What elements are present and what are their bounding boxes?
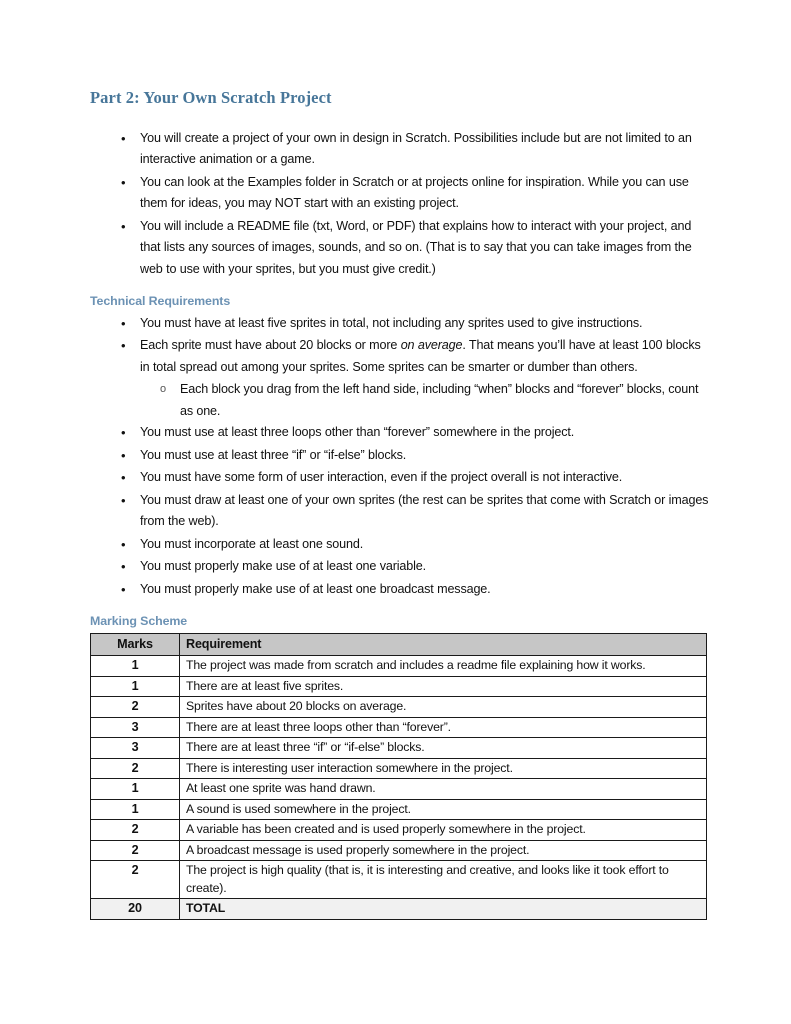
- list-item: [90, 579, 710, 601]
- column-header-requirement: Requirement: [180, 633, 707, 656]
- table-row: [91, 717, 707, 738]
- cell-marks: 3: [91, 717, 180, 738]
- intro-bullet-list: [90, 128, 710, 281]
- bullet-icon: •: [121, 218, 126, 234]
- bullet-icon: •: [121, 425, 126, 441]
- table-row: [91, 676, 707, 697]
- list-item-text: You will include a README file (txt, Word, or PDF) that explains how to interact with your project, and that lists any sources of images, sounds, and so on. (That is to say that you can take images from the web to use with your sprites, but you must give credit.): [140, 218, 692, 276]
- cell-marks: 2: [91, 697, 180, 718]
- cell-requirement: A broadcast message is used properly somewhere in the project.: [180, 840, 707, 861]
- list-item-text: You must use at least three loops other than “forever” somewhere in the project.: [140, 425, 575, 440]
- table-row: [91, 799, 707, 820]
- list-item: [90, 445, 710, 467]
- list-item-text: You can look at the Examples folder in Scratch or at projects online for inspiration. While you can use them for ideas, you may NOT start with an existing project.: [140, 174, 689, 211]
- bullet-icon: •: [121, 470, 126, 486]
- sub-bullet-icon: o: [160, 383, 166, 396]
- page-title: Part 2: Your Own Scratch Project: [90, 88, 332, 107]
- table-row: [91, 758, 707, 779]
- list-item: [90, 556, 710, 578]
- cell-requirement: A variable has been created and is used properly somewhere in the project.: [180, 820, 707, 841]
- cell-requirement: Sprites have about 20 blocks on average.: [180, 697, 707, 718]
- cell-marks: 2: [91, 861, 180, 899]
- table-row: [91, 697, 707, 718]
- list-item: [90, 216, 710, 281]
- table-row: [91, 861, 707, 899]
- list-item: [90, 534, 710, 556]
- list-item-text-before-italic: Each sprite must have about 20 blocks or more: [140, 338, 401, 353]
- bullet-icon: •: [121, 581, 126, 597]
- technical-bullet-list-part2: [90, 422, 710, 600]
- bullet-icon: •: [121, 536, 126, 552]
- list-item-text: You must draw at least one of your own sprites (the rest can be sprites that come with Scratch or images from the web).: [140, 492, 709, 529]
- list-item-text: Each block you drag from the left hand side, including “when” blocks and “forever” blocks, count as one.: [180, 382, 699, 418]
- bullet-icon: •: [121, 447, 126, 463]
- cell-requirement: There are at least three “if” or “if-else” blocks.: [180, 738, 707, 759]
- list-item-text: You must incorporate at least one sound.: [140, 536, 364, 551]
- table-row: [91, 656, 707, 677]
- list-item-text-after-italic: . That means you’ll have at least 100 blocks in total spread out among your sprites. Some sprites can be smarter or dumber than others.: [140, 338, 701, 374]
- list-item: [90, 467, 710, 489]
- bullet-icon: •: [121, 492, 126, 508]
- list-item: [90, 379, 710, 422]
- bullet-icon: •: [121, 315, 126, 331]
- bullet-icon: •: [121, 559, 126, 575]
- list-item: [90, 128, 710, 171]
- cell-requirement: The project is high quality (that is, it is interesting and creative, and looks like it took effort to create).: [180, 861, 707, 899]
- list-item: [90, 172, 710, 215]
- table-total-row: [91, 899, 707, 920]
- table-row: [91, 840, 707, 861]
- list-item: [90, 422, 710, 444]
- cell-marks: 1: [91, 799, 180, 820]
- list-item-text: You must use at least three “if” or “if-else” blocks.: [140, 447, 407, 462]
- section-heading-technical-requirements: Technical Requirements: [90, 294, 231, 309]
- list-item-text: You must properly make use of at least one broadcast message.: [140, 581, 491, 596]
- list-item-text: You must have some form of user interaction, even if the project overall is not interactive.: [140, 470, 623, 485]
- cell-marks: 2: [91, 840, 180, 861]
- list-item-blocks-average: [90, 335, 710, 378]
- cell-marks: 1: [91, 779, 180, 800]
- cell-requirement: At least one sprite was hand drawn.: [180, 779, 707, 800]
- cell-requirement: There is interesting user interaction somewhere in the project.: [180, 758, 707, 779]
- cell-total-marks: 20: [91, 899, 180, 920]
- list-item: [90, 490, 710, 533]
- cell-requirement: The project was made from scratch and includes a readme file explaining how it works.: [180, 656, 707, 677]
- cell-total-label: TOTAL: [180, 899, 707, 920]
- cell-requirement: There are at least three loops other than “forever”.: [180, 717, 707, 738]
- cell-marks: 3: [91, 738, 180, 759]
- table-row: [91, 738, 707, 759]
- cell-marks: 2: [91, 758, 180, 779]
- table-header-row: [91, 633, 707, 656]
- cell-marks: 2: [91, 820, 180, 841]
- list-item-text: You must have at least five sprites in total, not including any sprites used to give instructions.: [140, 315, 643, 330]
- emphasis-on-average: on average: [400, 338, 463, 353]
- list-item: [90, 313, 710, 335]
- table-body: [91, 656, 707, 920]
- section-heading-marking-scheme: Marking Scheme: [90, 614, 188, 629]
- marking-scheme-table: [90, 633, 707, 920]
- bullet-icon: •: [121, 338, 126, 354]
- technical-bullet-list-part1: [90, 313, 710, 379]
- table-row: [91, 779, 707, 800]
- column-header-marks: Marks: [91, 633, 180, 656]
- table-head: [91, 633, 707, 656]
- list-item-text: You must properly make use of at least one variable.: [140, 559, 426, 574]
- cell-requirement: A sound is used somewhere in the project.: [180, 799, 707, 820]
- list-item-text: You will create a project of your own in design in Scratch. Possibilities include but are not limited to an interactive animation or a game.: [140, 130, 692, 167]
- technical-sub-bullet-list: [90, 379, 710, 422]
- bullet-icon: •: [121, 130, 126, 146]
- table-row: [91, 820, 707, 841]
- cell-marks: 1: [91, 656, 180, 677]
- bullet-icon: •: [121, 174, 126, 190]
- cell-requirement: There are at least five sprites.: [180, 676, 707, 697]
- cell-marks: 1: [91, 676, 180, 697]
- document-body: [90, 88, 710, 920]
